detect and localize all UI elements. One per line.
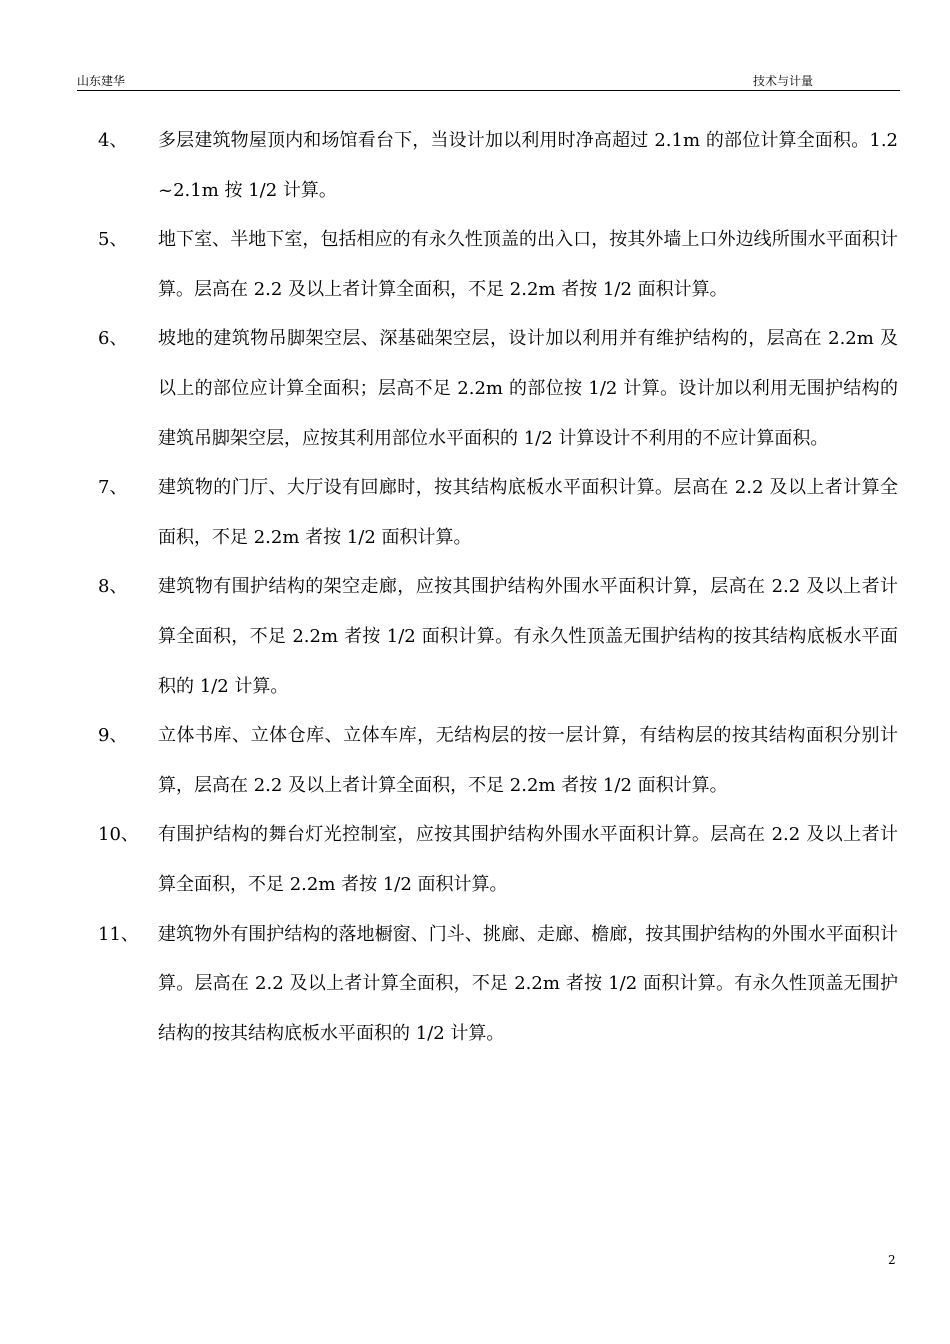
item-text: 地下室、半地下室，包括相应的有永久性顶盖的出入口，按其外墙上口外边线所围水平面积计算。层高在 2.2 及以上者计算全面积，不足 2.2m 者按 1/2 面积计算。 [158, 229, 898, 300]
item-number: 8、 [98, 576, 128, 598]
list-item [0, 215, 950, 314]
item-number: 7、 [98, 477, 128, 499]
header-company: 山东建华 [77, 74, 126, 88]
item-number: 6、 [98, 328, 128, 350]
item-text: 建筑物的门厅、大厅设有回廊时，按其结构底板水平面积计算。层高在 2.2 及以上者计算全面积，不足 2.2m 者按 1/2 面积计算。 [158, 477, 898, 548]
header-section-title: 技术与计量 [753, 74, 814, 88]
item-number: 11、 [98, 923, 139, 945]
item-text: 多层建筑物屋顶内和场馆看台下，当设计加以利用时净高超过 2.1m 的部位计算全面积。1.2~2.1m 按 1/2 计算。 [158, 130, 898, 201]
item-text: 有围护结构的舞台灯光控制室，应按其围护结构外围水平面积计算。层高在 2.2 及以上者计算全面积，不足 2.2m 者按 1/2 面积计算。 [158, 824, 898, 895]
item-text: 建筑物有围护结构的架空走廊，应按其围护结构外围水平面积计算，层高在 2.2 及以上者计算全面积，不足 2.2m 者按 1/2 面积计算。有永久性顶盖无围护结构的按其结构底板水平面积的 1/2 计算。 [158, 576, 898, 697]
page-number: 2 [888, 1253, 896, 1267]
item-number: 5、 [98, 229, 128, 251]
list-item [0, 463, 950, 562]
item-number: 10、 [98, 824, 139, 846]
item-text: 建筑物外有围护结构的落地橱窗、门斗、挑廊、走廊、檐廊，按其围护结构的外围水平面积计算。层高在 2.2 及以上者计算全面积，不足 2.2m 者按 1/2 面积计算。有永久性顶盖无围护结构的按其结构底板水平面积的 1/2 计算。 [158, 923, 898, 1044]
list-item [0, 711, 950, 810]
list-item [0, 562, 950, 711]
item-text: 立体书库、立体仓库、立体车库，无结构层的按一层计算，有结构层的按其结构面积分别计算，层高在 2.2 及以上者计算全面积，不足 2.2m 者按 1/2 面积计算。 [158, 725, 898, 796]
list-item [0, 116, 950, 215]
item-number: 4、 [98, 130, 128, 151]
item-number: 9、 [98, 725, 128, 747]
item-text: 坡地的建筑物吊脚架空层、深基础架空层，设计加以利用并有维护结构的，层高在 2.2m 及以上的部位应计算全面积；层高不足 2.2m 的部位按 1/2 计算。设计加以利用无围护结构的建筑吊脚架空层，应按其利用部位水平面积的 1/2 计算设计不利用的不应计算面积。 [158, 328, 898, 449]
list-item [0, 314, 950, 463]
list-item [0, 910, 950, 1059]
document-body [0, 116, 950, 1058]
page-header [77, 72, 900, 91]
list-item [0, 810, 950, 909]
